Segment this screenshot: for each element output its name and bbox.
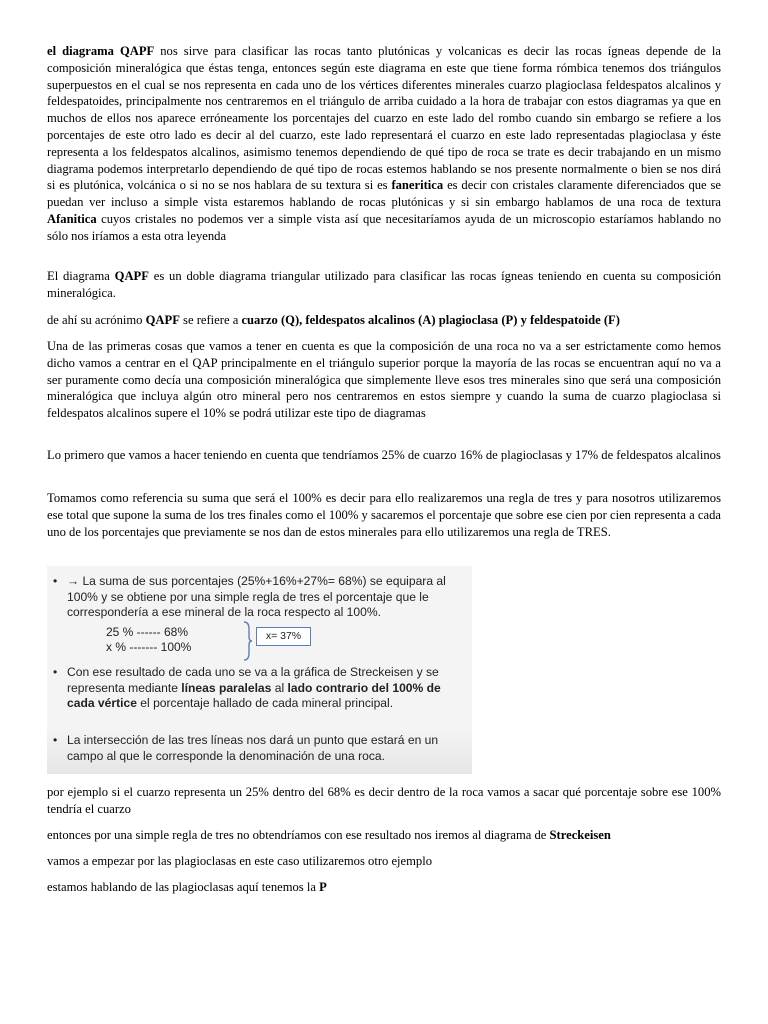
bold-term: P xyxy=(319,880,327,894)
bold-term: lado contrario del 100% de cada vértice xyxy=(67,680,441,711)
paragraph-composition: Una de las primeras cosas que vamos a tener en cuenta es que la composición de una roca no va a ser estrictamente como hemos dicho vamos a centrar en el QAP principalmente en el triángulo superior porque la mayoría de las rocas se encuentran aquí no va a ser puramente como decía una composición mineralógica que simplemente lleve esos tres minerales sino que será una composición mineralógica que incluya algún otro mineral pero nos centraremos en estos siempre y cuando la suma de cuarzo plagioclasa si feldespatos alcalinos supere el 10% se podrá utilizar este tipo de diagramas xyxy=(47,339,721,421)
text-run: es decir con cristales claramente diferenciados que se puedan ver incluso a simple vista estaremos hablando de rocas plutónicas y si sin embargo hablamos de una roca de textura xyxy=(47,178,721,210)
text-run: se refiere a xyxy=(179,313,242,327)
bullet-dot: • xyxy=(53,733,58,747)
bold-term: Afanitica xyxy=(47,211,97,226)
bullet-dot: • xyxy=(53,574,58,588)
paragraph-percentages: Lo primero que vamos a hacer teniendo en cuenta que tendríamos 25% de cuarzo 16% de plagioclasas y 17% de feldespatos alcalinos xyxy=(47,448,721,462)
rule-of-three-line-2: x % ------- 100% xyxy=(106,640,192,654)
slide-bullet-text: → La suma de sus porcentajes (25%+16%+27%= 68%) se equipara al 100% y se obtiene por una simple regla de tres el porcentaje que le correspondería a ese mineral de la roca respecto al 100%. xyxy=(67,574,446,620)
slide-bullet-text xyxy=(67,665,463,712)
bold-term: líneas paralelas xyxy=(181,680,272,695)
text-run: de ahí su acrónimo xyxy=(47,313,146,327)
text-run: entonces por una simple regla de tres no obtendríamos con ese resultado nos iremos al diagrama de xyxy=(47,828,550,842)
slide-image xyxy=(47,566,472,774)
paragraph-qapf-intro xyxy=(47,43,721,245)
paragraph-streckeisen xyxy=(47,827,721,844)
paragraph-example: por ejemplo si el cuarzo representa un 25% dentro del 68% es decir dentro de la roca vamos a sacar qué porcentaje sobre ese 100% tendría el cuarzo xyxy=(47,785,721,816)
curly-brace-icon xyxy=(243,621,253,661)
bullet-dot: • xyxy=(53,665,58,679)
paragraph-plagioclase: vamos a empezar por las plagioclasas en este caso utilizaremos otro ejemplo xyxy=(47,854,433,868)
text-run: es un doble diagrama triangular utilizado para clasificar las rocas ígneas teniendo en cuenta su composición mineralógica. xyxy=(47,269,721,300)
text-run: al xyxy=(271,680,288,695)
bold-term: QAPF xyxy=(114,269,149,283)
text-run: cuyos cristales no podemos ver a simple vista así que necesitaríamos ayuda de un microscopio estaríamos hablando no sólo nos iríamos a esta otra leyenda xyxy=(47,211,721,243)
rule-of-three-line-1: 25 % ------ 68% xyxy=(106,625,189,639)
slide-bullet-text: La intersección de las tres líneas nos dará un punto que estará en un campo al que le corresponde la denominación de una roca. xyxy=(67,733,439,763)
bold-term: QAPF xyxy=(145,313,180,327)
paragraph-definition xyxy=(47,268,721,302)
bold-term: Streckeisen xyxy=(549,828,611,842)
bold-term: el diagrama QAPF xyxy=(47,44,155,58)
result-box: x= 37% xyxy=(256,627,311,646)
bold-term: faneritica xyxy=(391,178,444,193)
text-run: nos sirve para clasificar las rocas tanto plutónicas y volcanicas es decir las rocas ígneas depende de la composición mineralógica que éstas tenga, entonces según este diagrama en este que tiene forma rómbica tenemos dos triángulos superpuestos en el cual se nos representa en cada uno de los vértices diferentes minerales cuarzo plagioclasa feldespatos alcalinos y feldespatoides, principalmente nos centraremos en el triángulo de arriba cuidado a la hora de trabajar con estos diagramas ya que en muchos de ellos nos aparece erróneamente los porcentajes del cuarzo en este lado del rombo cuando sin embargo se refiere a los porcentajes de este otro lado es decir al del cuarzo, este lado representará el cuarzo en este lado representadas plagioclasa y éste representa a los feldespatos alcalinos, asimismo tenemos dependiendo de qué tipo de roca se trate es decir trabajando en un mismo diagrama podemos interpretarlo dependiendo de qué tipo de rocas estemos hablando se nos presente normalmente o bien se nos dirá si es plutónica, volcánica o si no se nos hablara de su textura si es xyxy=(47,44,721,193)
paragraph-p-vertex xyxy=(47,879,721,896)
bold-term: cuarzo (Q), feldespatos alcalinos (A) plagioclasa (P) y feldespatoide (F) xyxy=(241,313,620,327)
paragraph-rule-of-three: Tomamos como referencia su suma que será el 100% es decir para ello realizaremos una regla de tres y para nosotros utilizaremos ese total que supone la suma de los tres finales como el 100% y sacaremos el porcentaje que sobre ese cien por cien representa a cada uno de los porcentajes que previamente se nos dan de estos minerales para ello utilizaremos una regla de TRES. xyxy=(47,491,721,539)
text-run: Con ese resultado de cada uno se va a la gráfica de Streckeisen y se representa mediante xyxy=(67,665,439,695)
text-run: El diagrama xyxy=(47,269,115,283)
paragraph-acronym xyxy=(47,312,721,329)
text-run: estamos hablando de las plagioclasas aquí tenemos la xyxy=(47,880,320,894)
text-run: el porcentaje hallado de cada mineral principal. xyxy=(136,696,394,711)
